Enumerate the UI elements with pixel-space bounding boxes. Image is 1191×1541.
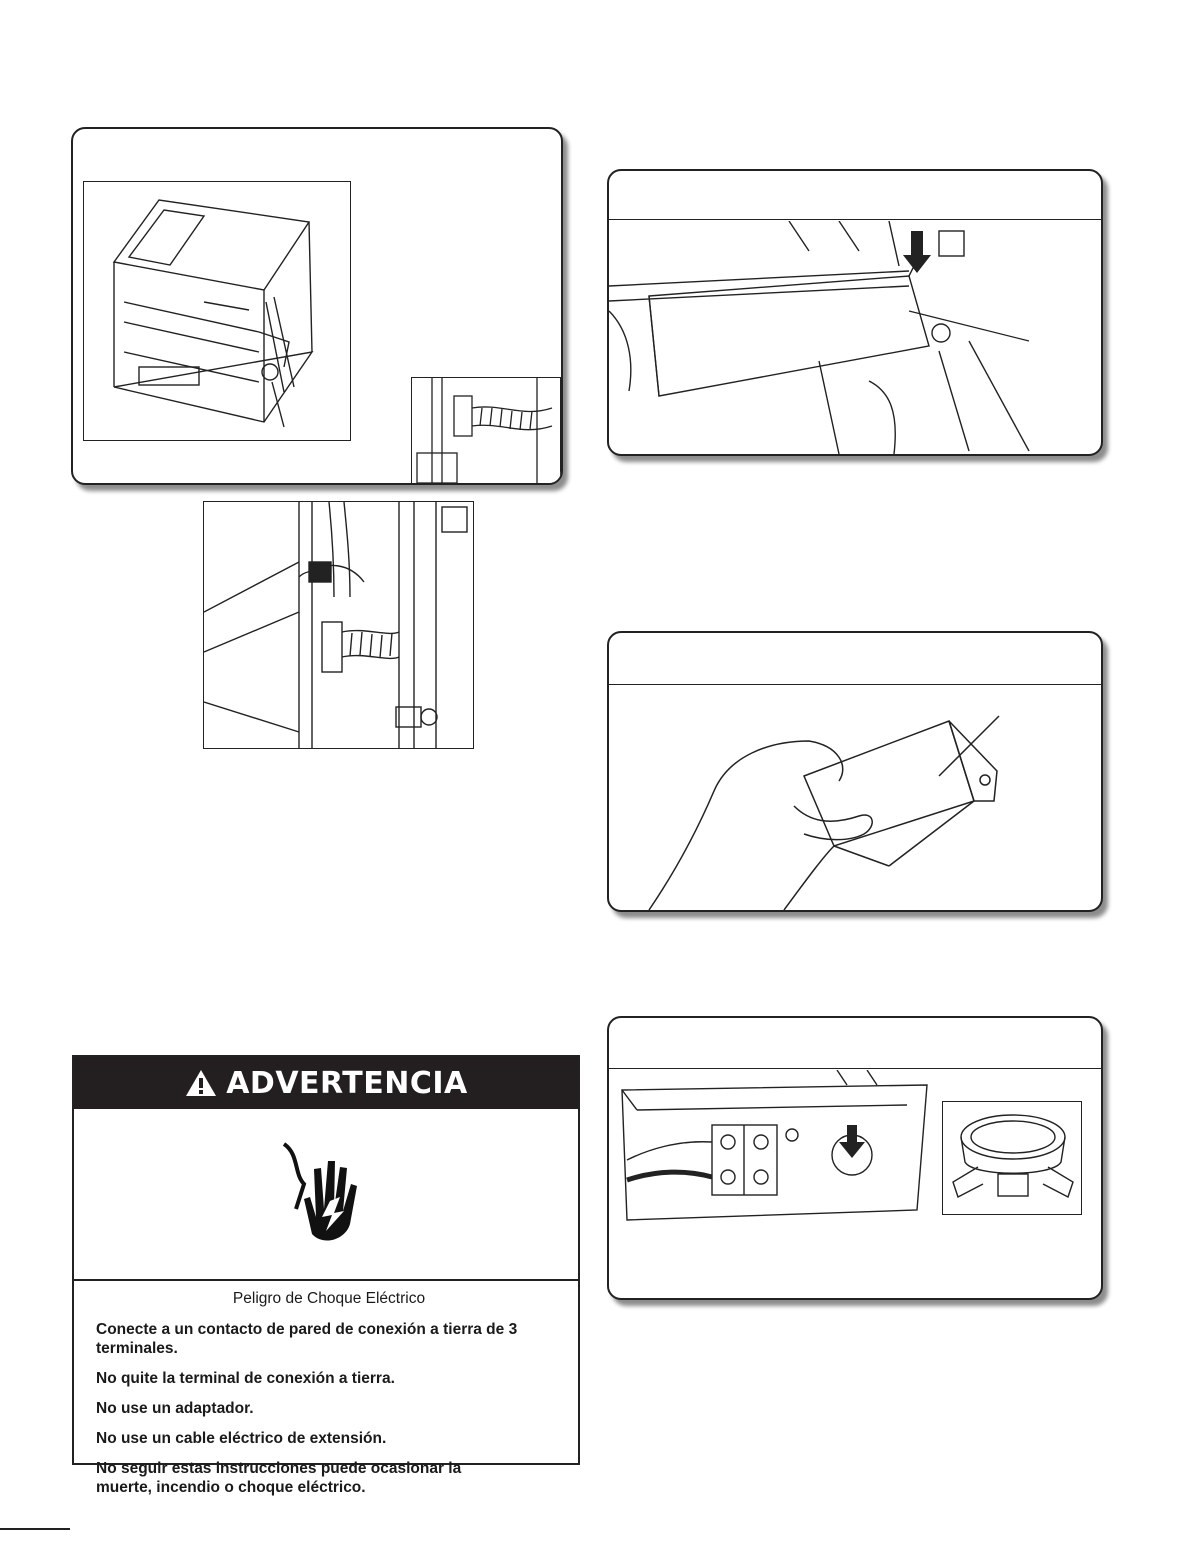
- rear-drain-hose-drawing: [204, 502, 473, 748]
- figure-washer-overview-panel: [71, 127, 563, 485]
- warning-line-consequence: No seguir estas instrucciones puede ocasionar la muerte, incendio o choque eléctrico.: [96, 1460, 462, 1496]
- warning-header-bar: [74, 1057, 578, 1109]
- warning-heading: ADVERTENCIA: [226, 1065, 468, 1101]
- hazard-title: Peligro de Choque Eléctrico: [232, 1290, 426, 1307]
- arrow-down-icon: [839, 1125, 865, 1158]
- figure-header-bar: [609, 171, 1101, 220]
- warning-triangle-icon: [184, 1068, 218, 1098]
- junction-box-install-drawing: [609, 221, 1101, 454]
- warning-line-adapter: No use un adaptador.: [96, 1400, 254, 1417]
- warning-line-extension-cord: No use un cable eléctrico de extensión.: [96, 1430, 387, 1447]
- hand-cover-drawing: [609, 686, 1101, 910]
- footer-rule: [0, 1528, 70, 1530]
- electric-shock-warning-box: [72, 1055, 580, 1496]
- warning-symbol-area: [74, 1109, 578, 1281]
- figure-hand-holding-cover-panel: [607, 631, 1103, 912]
- washer-cabinet-illustration: [83, 181, 351, 441]
- figure-terminal-block-panel: [607, 1016, 1103, 1300]
- strain-relief-drawing: [943, 1102, 1081, 1214]
- strain-relief-illustration: [942, 1101, 1082, 1215]
- warning-line-grounded-outlet: Conecte a un contacto de pared de conexión a tierra de 3 terminales.: [96, 1321, 518, 1357]
- figure-header-bar: [609, 1018, 1101, 1069]
- drain-hose-small-drawing: [412, 378, 560, 485]
- figure-header-bar: [609, 633, 1101, 685]
- rear-drain-hose-illustration: [203, 501, 474, 749]
- terminal-block-drawing: [617, 1070, 937, 1230]
- electric-shock-hand-icon: [274, 1139, 374, 1249]
- washer-cabinet-drawing: [84, 182, 350, 440]
- warning-line-ground-prong: No quite la terminal de conexión a tierra.: [96, 1370, 395, 1387]
- figure-junction-box-cover-panel: [607, 169, 1103, 456]
- arrow-down-icon: [903, 231, 931, 273]
- drain-hose-closeup-small: [411, 377, 561, 485]
- warning-text-block: [96, 1289, 562, 1508]
